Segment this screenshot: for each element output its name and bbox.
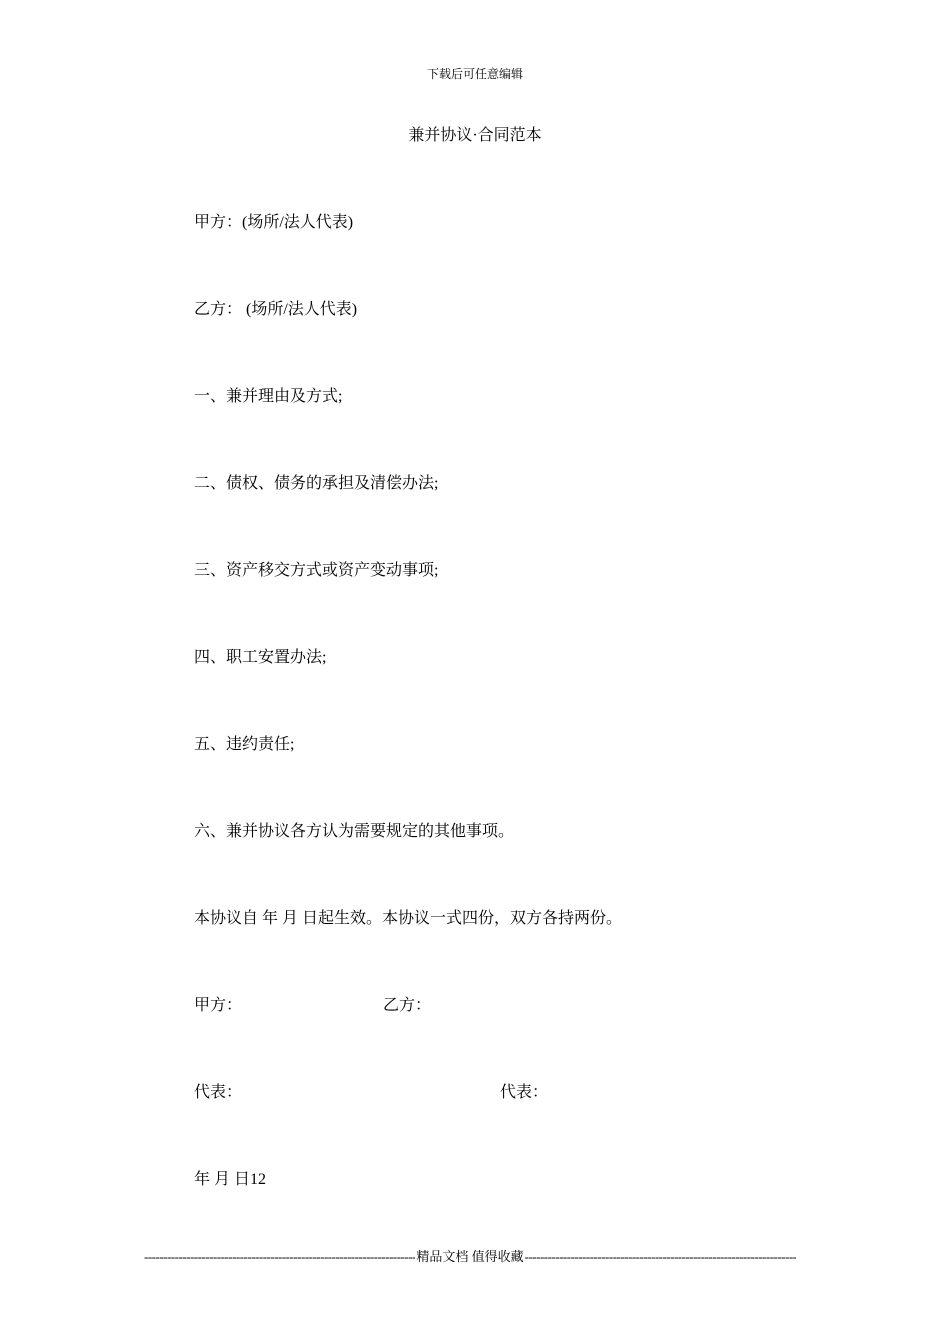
effective-clause: 本协议自 年 月 日起生效。本协议一式四份，双方各持两份。 [194, 910, 623, 927]
document-title: 兼并协议·合同范本 [408, 127, 542, 144]
clause-4: 四、职工安置办法; [194, 649, 327, 666]
clause-3: 三、资产移交方式或资产变动事项; [194, 562, 439, 579]
clause-1: 一、兼并理由及方式; [194, 388, 343, 405]
footer-divider-left [144, 1249, 415, 1265]
party-a-line: 甲方：(场所/法人代表) [194, 214, 354, 231]
clause-2: 二、债权、债务的承担及清偿办法; [194, 475, 439, 492]
representative-b: 代表： [500, 1084, 549, 1101]
header-note: 下载后可任意编辑 [426, 67, 523, 81]
footer-banner [144, 1249, 796, 1265]
representative-a: 代表： [194, 1084, 243, 1101]
clause-5: 五、违约责任; [194, 736, 295, 753]
signature-party-b: 乙方： [383, 997, 432, 1014]
footer-label: 精品文档 值得收藏 [416, 1249, 524, 1264]
signature-party-a: 甲方： [194, 997, 243, 1014]
party-b-line: 乙方： (场所/法人代表) [194, 301, 358, 318]
clause-6: 六、兼并协议各方认为需要规定的其他事项。 [194, 823, 515, 840]
footer-divider-right [525, 1249, 796, 1265]
date-line: 年 月 日12 [194, 1171, 267, 1188]
